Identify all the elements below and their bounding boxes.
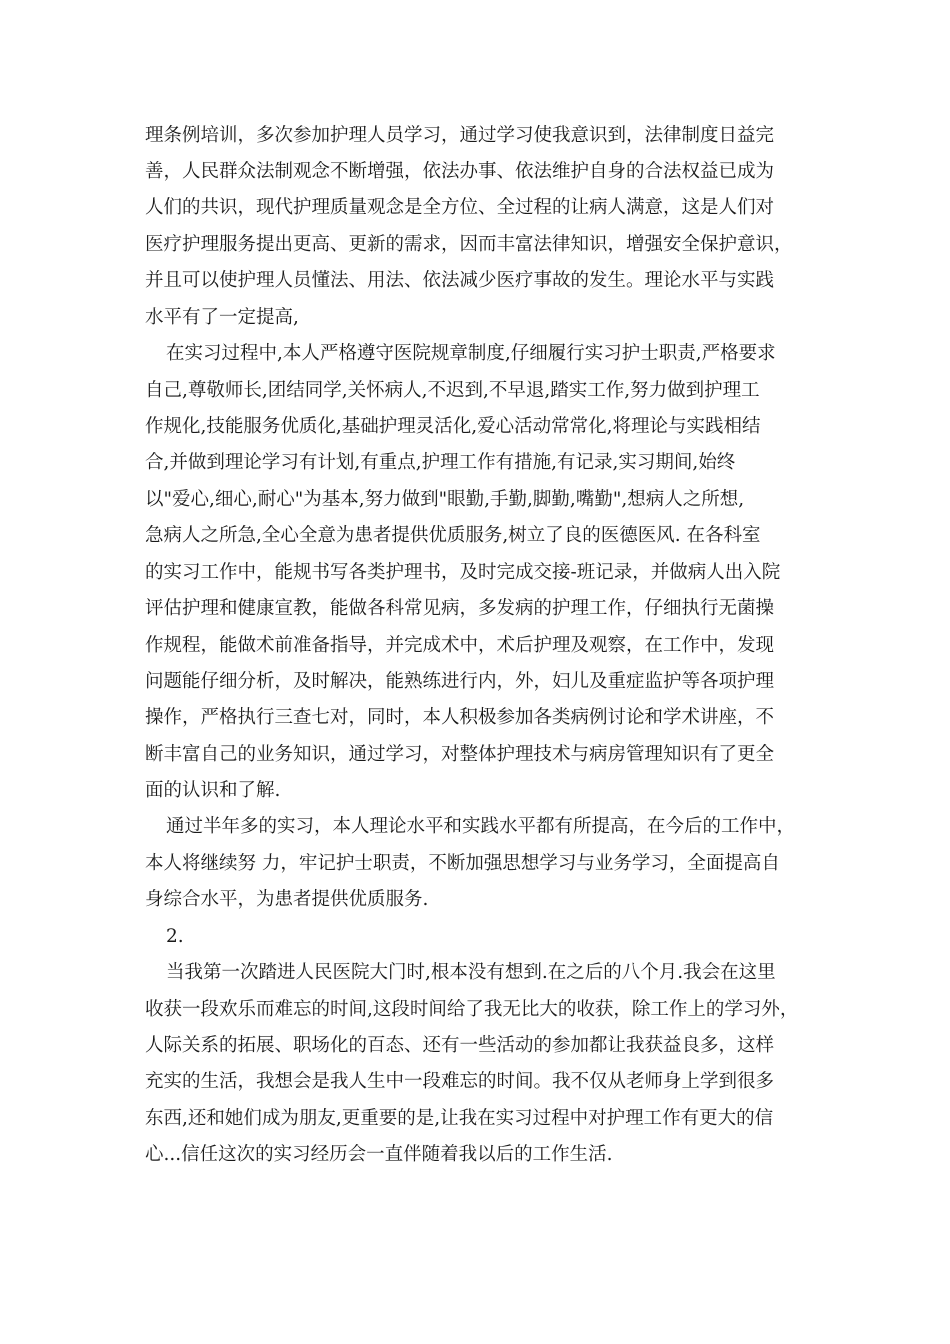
text-line: 人们的共识，现代护理质量观念是全方位、全过程的让病人满意，这是人们对: [145, 197, 775, 218]
text-line: 东西,还和她们成为朋友,更重要的是,让我在实习过程中对护理工作有更大的信: [145, 1108, 774, 1129]
text-line: 自己,尊敬师长,团结同学,关怀病人,不迟到,不早退,踏实工作,努力做到护理工: [145, 380, 760, 401]
text-line: 人际关系的拓展、职场化的百态、还有一些活动的参加都让我获益良多，这样: [145, 1035, 775, 1056]
section-number: 2.: [166, 926, 184, 947]
paragraph-first-line: 在实习过程中,本人严格遵守医院规章制度,仔细履行实习护士职责,严格要求: [166, 343, 776, 364]
text-line: 心...信任这次的实习经历会一直伴随着我以后的工作生活.: [145, 1144, 613, 1165]
text-line: 身综合水平，为患者提供优质服务.: [145, 889, 429, 910]
paragraph-first-line: 通过半年多的实习，本人理论水平和实践水平都有所提高，在今后的工作中，: [166, 816, 796, 837]
text-line: 评估护理和健康宣教，能做各科常见病，多发病的护理工作，仔细执行无菌操: [145, 598, 775, 619]
paragraph-first-line: 当我第一次踏进人民医院大门时,根本没有想到.在之后的八个月.我会在这里: [166, 962, 776, 983]
text-line: 面的认识和了解.: [145, 780, 281, 801]
text-line: 并且可以使护理人员懂法、用法、依法减少医疗事故的发生。理论水平与实践: [145, 270, 775, 291]
text-line: 充实的生活，我想会是我人生中一段难忘的时间。我不仅从老师身上学到很多: [145, 1071, 775, 1092]
text-line: 断丰富自己的业务知识，通过学习，对整体护理技术与病房管理知识有了更全: [145, 744, 775, 765]
text-line: 急病人之所急,全心全意为患者提供优质服务,树立了良的医德医风. 在各科室: [145, 525, 761, 546]
text-line: 本人将继续努 力，牢记护士职责，不断加强思想学习与业务学习，全面提高自: [145, 853, 780, 874]
text-line: 合,并做到理论学习有计划,有重点,护理工作有措施,有记录,实习期间,始终: [145, 452, 736, 473]
text-line: 作规化,技能服务优质化,基础护理灵活化,爱心活动常常化,将理论与实践相结: [145, 416, 761, 437]
text-line: 的实习工作中，能规书写各类护理书，及时完成交接-班记录，并做病人出入院: [145, 562, 781, 583]
text-line: 善，人民群众法制观念不断增强，依法办事、依法维护自身的合法权益已成为: [145, 161, 775, 182]
text-line: 作规程，能做术前准备指导，并完成术中，术后护理及观察，在工作中，发现: [145, 635, 775, 656]
text-line: 操作，严格执行三查七对，同时，本人积极参加各类病例讨论和学术讲座，不: [145, 707, 775, 728]
text-line: 水平有了一定提高,: [145, 307, 299, 328]
text-line: 医疗护理服务提出更高、更新的需求，因而丰富法律知识，增强安全保护意识，: [145, 234, 793, 255]
text-line: 问题能仔细分析，及时解决，能熟练进行内，外，妇儿及重症监护等各项护理: [145, 671, 775, 692]
text-line: 以"爱心,细心,耐心"为基本,努力做到"眼勤,手勤,脚勤,嘴勤",想病人之所想,: [145, 489, 745, 510]
text-line: 收获一段欢乐而难忘的时间,这段时间给了我无比大的收获，除工作上的学习外，: [145, 999, 799, 1020]
text-line: 理条例培训，多次参加护理人员学习，通过学习使我意识到，法律制度日益完: [145, 125, 775, 146]
